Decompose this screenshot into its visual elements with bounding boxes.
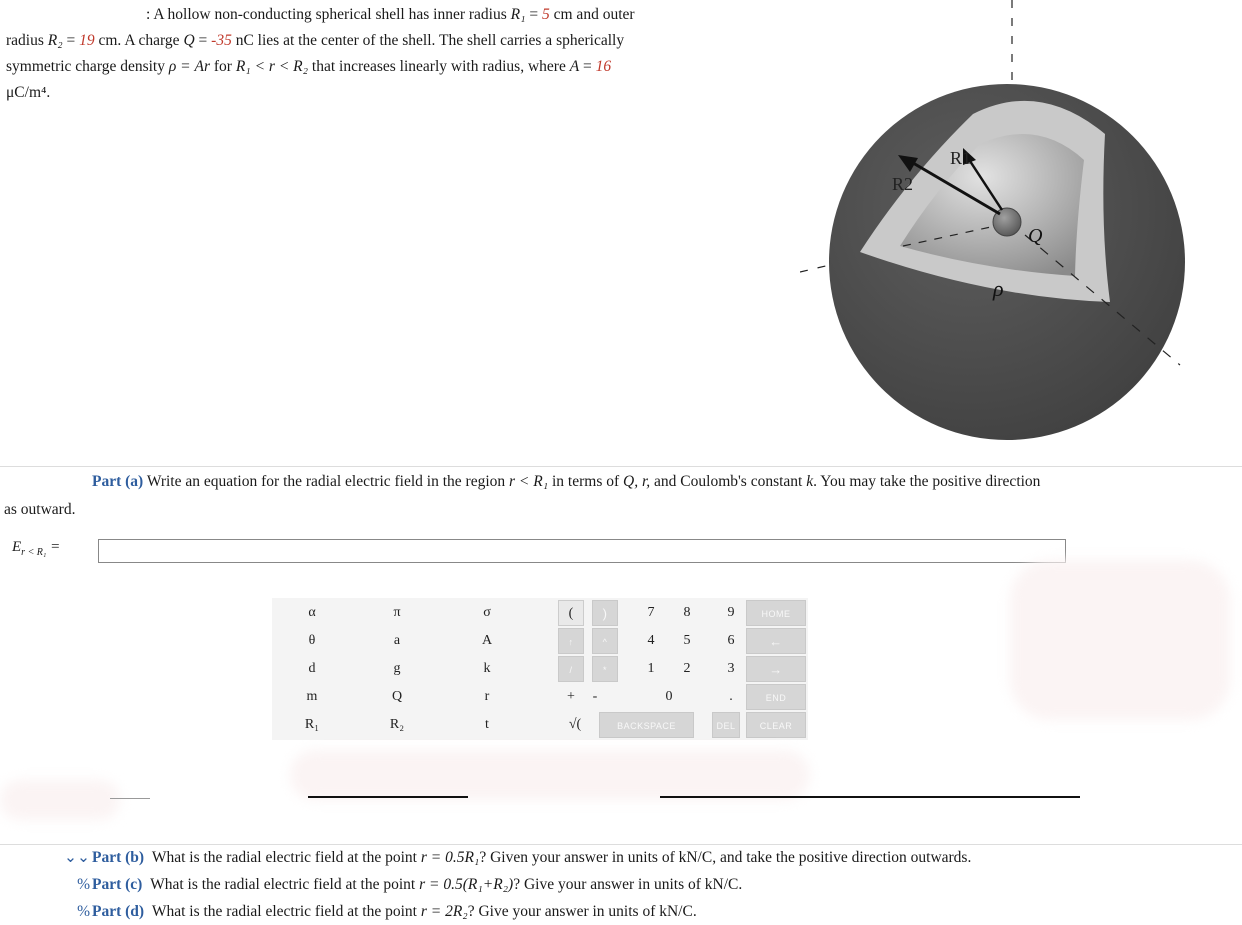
q-symbol: Q (183, 32, 195, 49)
key-theta[interactable]: θ (308, 633, 316, 648)
problem-text: radius (6, 32, 48, 49)
separator-line (308, 796, 468, 798)
key-right[interactable]: → (746, 656, 806, 682)
answer-input[interactable] (98, 539, 1066, 563)
part-b-text: What is the radial electric field at the point (151, 849, 421, 866)
part-a-text: . You may take the positive direction (813, 473, 1041, 490)
bullet: : (146, 6, 151, 23)
separator-line (110, 798, 150, 799)
part-a-label: Part (a) (92, 473, 144, 490)
key-0[interactable]: 0 (665, 689, 673, 704)
part-b-label: Part (b) (92, 849, 145, 866)
part-c-text: ? Give your answer in units of kN/C. (513, 876, 743, 893)
problem-text: A hollow non-conducting spherical shell has inner radius (153, 6, 511, 23)
key-end[interactable]: END (746, 684, 806, 710)
r2-symbol: R₂ (47, 32, 63, 49)
answer-row (10, 537, 1070, 567)
key-open-paren[interactable]: ( (558, 600, 584, 626)
equals: = (62, 32, 80, 49)
redaction-smudge (290, 750, 810, 800)
key-home[interactable]: HOME (746, 600, 806, 626)
key-left[interactable]: ← (746, 628, 806, 654)
problem-text: for (210, 58, 236, 75)
separator-line (660, 796, 1080, 798)
key-close-paren[interactable]: ) (592, 600, 618, 626)
key-dot[interactable]: . (729, 689, 733, 704)
key-7[interactable]: 7 (647, 605, 655, 620)
equals: = (525, 6, 542, 23)
key-plus[interactable]: + (567, 689, 575, 704)
key-q[interactable]: Q (391, 689, 403, 704)
key-divide[interactable]: / (558, 656, 584, 682)
key-2[interactable]: 2 (683, 661, 691, 676)
key-del[interactable]: DEL (712, 712, 740, 738)
key-4[interactable]: 4 (647, 633, 655, 648)
key-5[interactable]: 5 (683, 633, 691, 648)
key-sigma[interactable]: σ (483, 605, 491, 620)
q-value: -35 (211, 32, 232, 49)
problem-text: that increases linearly with radius, where (308, 58, 570, 75)
part-a-text: as outward. (4, 501, 76, 518)
answer-label-eq: = (46, 539, 61, 555)
part-a-text: Write an equation for the radial electric field in the region (146, 473, 510, 490)
key-g[interactable]: g (393, 661, 401, 676)
key-k[interactable]: k (483, 661, 491, 676)
label-q: Q (1028, 225, 1043, 247)
shell-diagram-svg (800, 0, 1242, 470)
rho-expression: ρ = Ar (168, 58, 211, 75)
key-minus[interactable]: - (592, 689, 598, 704)
part-c-label: Part (c) (92, 876, 143, 893)
key-clear[interactable]: CLEAR (746, 712, 806, 738)
key-r[interactable]: r (484, 689, 490, 704)
part-a (0, 468, 1242, 524)
part-a-vars: Q, r, (623, 473, 651, 490)
key-r2[interactable]: R₂ (389, 717, 405, 732)
part-a-divider (0, 466, 1242, 467)
a-units: μC/m⁴. (6, 84, 51, 101)
key-cap-a[interactable]: A (481, 633, 493, 648)
part-d-prefix: % (77, 903, 90, 920)
shell-diagram (800, 0, 1242, 470)
key-pi[interactable]: π (393, 605, 401, 620)
part-a-region: r < R₁ (509, 473, 549, 490)
r1-symbol: R₁ (510, 6, 526, 23)
part-c-text: What is the radial electric field at the point (150, 876, 420, 893)
part-b-prefix: ⌄⌄ (64, 849, 90, 866)
answer-label (12, 539, 60, 558)
part-b[interactable] (60, 844, 971, 871)
key-sqrt[interactable]: √( (568, 717, 582, 732)
key-8[interactable]: 8 (683, 605, 691, 620)
redaction-smudge (0, 780, 120, 820)
label-r1: R1 (950, 148, 972, 168)
key-6[interactable]: 6 (727, 633, 735, 648)
key-multiply[interactable]: * (592, 656, 618, 682)
equals: = (194, 32, 212, 49)
part-d-expr: r = 2R₂ (420, 903, 468, 920)
remaining-parts (60, 844, 971, 925)
key-t[interactable]: t (485, 717, 489, 732)
answer-label-sub: r < R₁ (21, 547, 47, 558)
r2-value: 19 (79, 32, 95, 49)
part-a-text: and Coulomb's constant (650, 473, 807, 490)
keypad (272, 598, 808, 740)
key-up[interactable]: ↑ (558, 628, 584, 654)
problem-statement (6, 2, 746, 106)
key-1[interactable]: 1 (647, 661, 655, 676)
part-d-text: What is the radial electric field at the point (151, 903, 421, 920)
key-d[interactable]: d (308, 661, 316, 676)
key-a[interactable]: a (393, 633, 401, 648)
problem-text: symmetric charge density (6, 58, 169, 75)
equals: = (579, 58, 596, 75)
part-a-k: k (806, 473, 814, 490)
a-value: 16 (595, 58, 612, 75)
part-c[interactable] (60, 871, 971, 898)
range-expression: R₁ < r < R₂ (235, 58, 309, 75)
part-d-label: Part (d) (92, 903, 145, 920)
part-d[interactable] (60, 898, 971, 925)
key-3[interactable]: 3 (727, 661, 735, 676)
key-alpha[interactable]: α (308, 605, 316, 620)
problem-text: cm. A charge (94, 32, 184, 49)
part-c-prefix: % (77, 876, 90, 893)
problem-text: cm and outer (549, 6, 635, 23)
part-d-text: ? Give your answer in units of kN/C. (467, 903, 697, 920)
key-9[interactable]: 9 (727, 605, 735, 620)
problem-text: nC lies at the center of the shell. The shell carries a spherically (231, 32, 625, 49)
key-backspace[interactable]: BACKSPACE (599, 712, 694, 738)
part-b-expr: r = 0.5R₁ (420, 849, 480, 866)
r1-value: 5 (542, 6, 550, 23)
redaction-smudge (1010, 560, 1230, 720)
part-a-text: in terms of (548, 473, 624, 490)
part-b-text: ? Given your answer in units of kN/C, and take the positive direction outwards. (479, 849, 972, 866)
key-m[interactable]: m (306, 689, 318, 704)
key-caret[interactable]: ^ (592, 628, 618, 654)
part-c-expr: r = 0.5(R₁+R₂) (419, 876, 514, 893)
label-r2: R2 (892, 174, 914, 194)
answer-label-e: E (12, 539, 22, 555)
label-rho: ρ (993, 276, 1004, 301)
key-r1[interactable]: R₁ (304, 717, 320, 732)
a-symbol: A (569, 58, 580, 75)
